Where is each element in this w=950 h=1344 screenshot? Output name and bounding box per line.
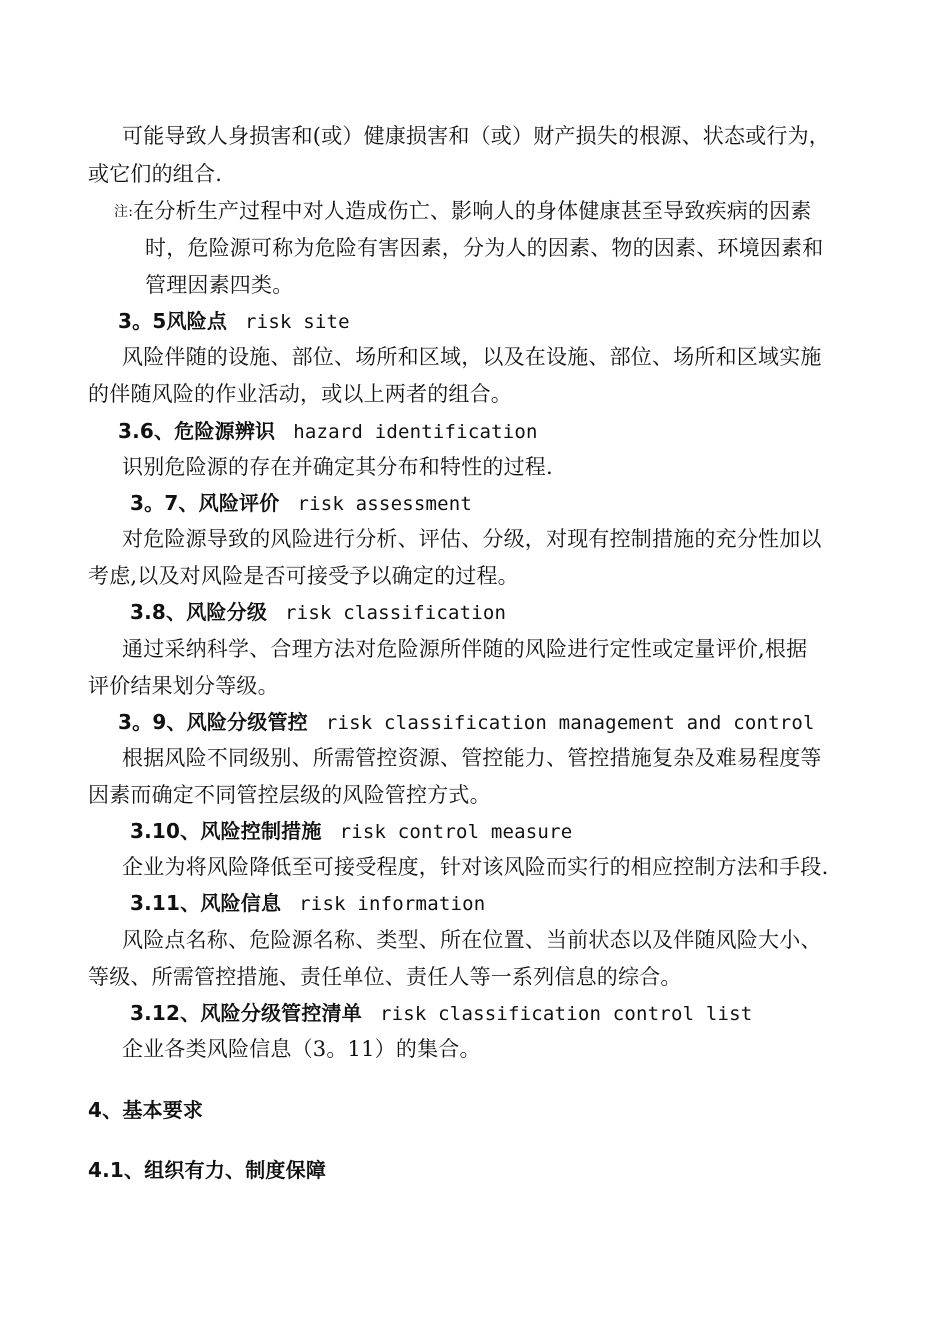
- term-heading-3-12: [130, 999, 752, 1028]
- term-cn: 危险源辨识: [174, 419, 276, 443]
- term-cn: 风险评价: [198, 491, 280, 515]
- note-prefix: 注:: [114, 204, 134, 220]
- term-cn: 风险控制措施: [200, 819, 322, 843]
- hazard-definition-line-1: 可能导致人身损害和(或）健康损害和（或）财产损失的根源、状态或行为，: [122, 124, 830, 148]
- term-en: risk classification: [285, 602, 507, 624]
- term-definition-line: 考虑,以及对风险是否可接受予以确定的过程。: [88, 564, 519, 588]
- term-number: 3.12、: [130, 1001, 201, 1025]
- note-line-1: [114, 197, 812, 226]
- term-definition-line: 风险点名称、危险源名称、类型、所在位置、当前状态以及伴随风险大小、: [122, 928, 822, 952]
- term-heading-3-8: [130, 598, 506, 627]
- term-number: 3。9、: [118, 710, 187, 734]
- term-en: risk site: [245, 311, 350, 333]
- term-cn: 风险分级: [186, 600, 268, 624]
- term-number: 3。5: [118, 309, 167, 333]
- term-definition-line: 企业为将风险降低至可接受程度，针对该风险而实行的相应控制方法和手段.: [122, 855, 829, 879]
- term-heading-3-11: [130, 889, 485, 918]
- term-number: 3。7、: [130, 491, 199, 515]
- term-number: 3.6、: [118, 419, 175, 443]
- term-definition-line: 通过采纳科学、合理方法对危险源所伴随的风险进行定性或定量评价,根据: [122, 637, 808, 661]
- term-en: risk classification management and control: [325, 712, 815, 734]
- note-line-2: 时，危险源可称为危险有害因素，分为人的因素、物的因素、环境因素和: [145, 236, 824, 260]
- term-definition-line: 风险伴随的设施、部位、场所和区域，以及在设施、部位、场所和区域实施: [122, 345, 822, 369]
- term-en: risk information: [299, 893, 486, 915]
- note-text-1: 在分析生产过程中对人造成伤亡、影响人的身体健康甚至导致疾病的因素: [133, 199, 812, 223]
- term-definition-line: 因素而确定不同管控层级的风险管控方式。: [88, 783, 491, 807]
- term-heading-3-6: [118, 417, 538, 446]
- term-definition-line: 对危险源导致的风险进行分析、评估、分级，对现有控制措施的充分性加以: [122, 527, 822, 551]
- term-definition-line: 等级、所需管控措施、责任单位、责任人等一系列信息的综合。: [88, 965, 682, 989]
- term-number: 3.10、: [130, 819, 201, 843]
- term-en: hazard identification: [293, 421, 538, 443]
- term-heading-3-10: [130, 817, 572, 846]
- hazard-definition-line-2: 或它们的组合.: [88, 162, 223, 186]
- term-heading-3-5: [118, 307, 350, 336]
- term-en: risk assessment: [297, 493, 473, 515]
- section-heading-4-1: 4.1、组织有力、制度保障: [88, 1158, 327, 1182]
- term-cn: 风险分级管控: [186, 710, 308, 734]
- term-definition-line: 企业各类风险信息（3。11）的集合。: [122, 1037, 481, 1061]
- term-number: 3.8、: [130, 600, 187, 624]
- term-en: risk classification control list: [379, 1003, 753, 1025]
- term-number: 3.11、: [130, 891, 201, 915]
- term-cn: 风险点: [166, 309, 228, 333]
- term-heading-3-7: [130, 489, 472, 518]
- term-cn: 风险分级管控清单: [200, 1001, 362, 1025]
- term-heading-3-9: [118, 708, 815, 737]
- term-cn: 风险信息: [200, 891, 282, 915]
- term-definition-line: 评价结果划分等级。: [88, 674, 279, 698]
- term-definition-line: 根据风险不同级别、所需管控资源、管控能力、管控措施复杂及难易程度等: [122, 746, 822, 770]
- section-heading-4: 4、基本要求: [88, 1098, 204, 1122]
- term-definition-line: 识别危险源的存在并确定其分布和特性的过程.: [122, 455, 553, 479]
- term-definition-line: 的伴随风险的作业活动，或以上两者的组合。: [88, 382, 512, 406]
- note-line-3: 管理因素四类。: [145, 273, 294, 297]
- term-en: risk control measure: [339, 821, 573, 843]
